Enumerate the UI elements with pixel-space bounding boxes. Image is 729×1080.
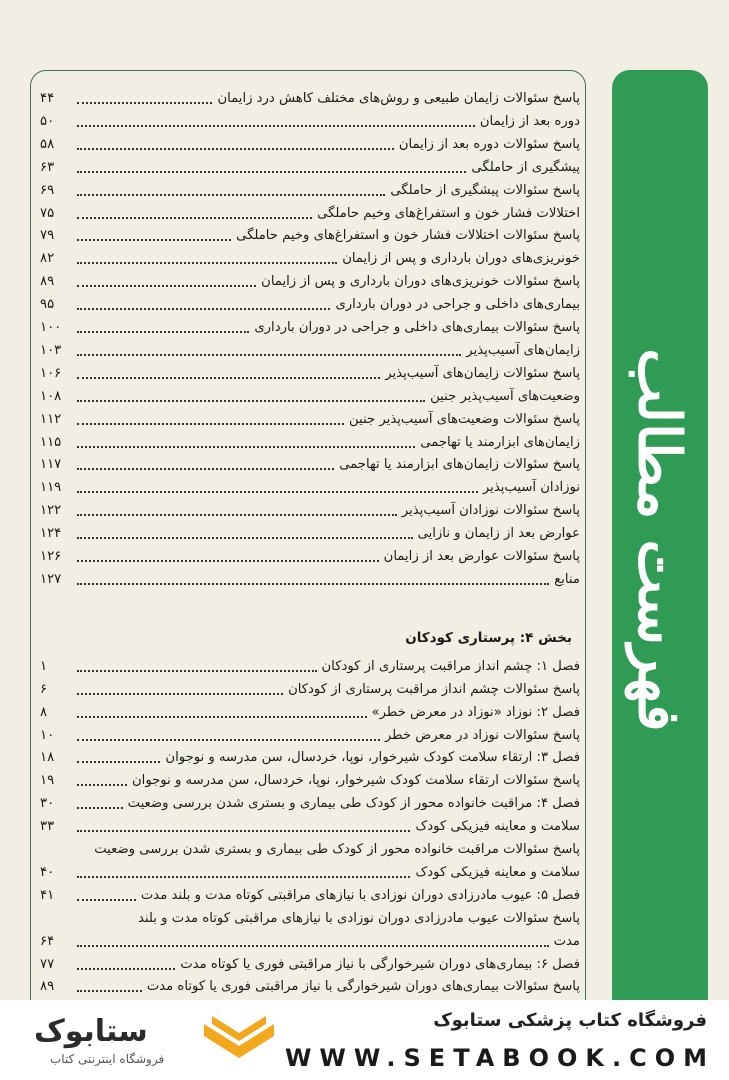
toc-row[interactable] bbox=[40, 521, 580, 543]
toc-page-number: ۸۲ bbox=[40, 251, 55, 267]
toc-entry-title: پاسخ سئوالات دوره بعد از زایمان bbox=[398, 136, 580, 152]
toc-entry-title: پاسخ سئوالات پیشگیری از حاملگی bbox=[390, 182, 580, 198]
toc-page-number: ۳۳ bbox=[40, 819, 55, 835]
toc-leader-dots bbox=[77, 308, 330, 310]
toc-entry-title: پاسخ سئوالات خونریزی‌های دوران بارداری و پس از زایمان bbox=[261, 274, 580, 290]
toc-leader-dots bbox=[77, 876, 410, 878]
toc-row[interactable] bbox=[40, 723, 580, 745]
toc-row[interactable] bbox=[40, 791, 580, 813]
toc-leader-dots bbox=[77, 331, 249, 333]
shop-url[interactable]: WWW.SETABOOK.COM bbox=[284, 1044, 715, 1072]
toc-row[interactable] bbox=[40, 883, 580, 905]
toc-row[interactable] bbox=[40, 544, 580, 566]
toc-leader-dots bbox=[77, 693, 283, 695]
toc-page-number: ۱۰۰ bbox=[40, 320, 62, 335]
toc-row[interactable] bbox=[40, 155, 580, 177]
toc-leader-dots bbox=[77, 716, 367, 718]
toc-row[interactable] bbox=[40, 292, 580, 314]
toc-leader-dots bbox=[77, 262, 337, 264]
toc-entry-title: دوره بعد از زایمان bbox=[479, 113, 580, 129]
toc-leader-dots bbox=[77, 194, 385, 196]
toc-page-number: ۸۹ bbox=[40, 274, 55, 290]
shop-name: فروشگاه کتاب پزشکی ستابوک bbox=[433, 1010, 707, 1031]
toc-entry-title: پاسخ سئوالات زایمان‌های ابزارمند یا تهاجمی bbox=[339, 457, 580, 473]
logo-subtitle: فروشگاه اینترنتی کتاب bbox=[50, 1052, 165, 1066]
toc-row[interactable] bbox=[40, 269, 580, 291]
toc-leader-dots bbox=[77, 899, 136, 901]
toc-entry-title: وضعیت‌های آسیب‌پذیر جنین bbox=[430, 388, 580, 404]
toc-leader-dots bbox=[77, 102, 212, 104]
toc-row[interactable] bbox=[40, 223, 580, 245]
toc-entry-title: منابع bbox=[554, 571, 580, 587]
toc-page-number: ۱۰۳ bbox=[40, 342, 62, 358]
section-heading: بخش ۴: پرستاری کودکان bbox=[405, 629, 572, 646]
toc-leader-dots bbox=[77, 171, 466, 173]
toc-leader-dots bbox=[77, 830, 410, 832]
toc-row[interactable] bbox=[40, 178, 580, 200]
toc-entry-title: پاسخ سئوالات عیوب مادرزادی دوران نوزادی با نیازهای مراقبتی کوتاه مدت و بلند bbox=[138, 910, 580, 926]
toc-entry-title: پاسخ سئوالات بیماری‌های دوران شیرخوارگی با نیاز مراقبتی فوری یا کوتاه مدت bbox=[146, 979, 580, 995]
toc-leader-dots bbox=[77, 945, 549, 947]
toc-entry-title: فصل ۱: چشم انداز مراقبت پرستاری از کودکان bbox=[321, 658, 580, 674]
toc-page-number: ۳۰ bbox=[40, 796, 55, 812]
toc-row[interactable] bbox=[40, 109, 580, 131]
logo-wordmark: ستابوک bbox=[34, 1014, 148, 1049]
toc-entry-title: عوارض بعد از زایمان و نازایی bbox=[417, 526, 580, 542]
toc-leader-dots bbox=[77, 784, 127, 786]
toc-row[interactable] bbox=[40, 974, 580, 996]
toc-page-number: ۱۱۷ bbox=[40, 457, 62, 473]
store-footer bbox=[0, 1000, 729, 1080]
toc-page-number: ۱۰ bbox=[40, 727, 55, 743]
toc-leader-dots bbox=[77, 423, 344, 425]
toc-page-number: ۵۸ bbox=[40, 136, 55, 152]
toc-page-number: ۶ bbox=[40, 681, 48, 697]
toc-entry-title: پاسخ سئوالات ارتقاء سلامت کودک شیرخوار، نوپا، خردسال، سن مدرسه و نوجوان bbox=[131, 773, 580, 789]
toc-row[interactable] bbox=[40, 768, 580, 790]
toc-row[interactable] bbox=[40, 745, 580, 767]
toc-leader-dots bbox=[77, 239, 231, 241]
toc-row[interactable] bbox=[40, 361, 580, 383]
toc-page-number: ۱۱۵ bbox=[40, 434, 62, 450]
toc-leader-dots bbox=[77, 968, 175, 970]
toc-leader-dots bbox=[77, 514, 397, 516]
toc-page-number: ۱۰۶ bbox=[40, 365, 62, 381]
toc-leader-dots bbox=[77, 537, 413, 539]
toc-row[interactable] bbox=[40, 498, 580, 520]
toc-entry-title: سلامت و معاینه فیزیکی کودک bbox=[415, 864, 580, 880]
toc-entry-title: سلامت و معاینه فیزیکی کودک bbox=[415, 819, 580, 835]
toc-leader-dots bbox=[77, 354, 461, 356]
toc-row[interactable] bbox=[40, 837, 580, 859]
toc-entry-title: زایمان‌های ابزارمند یا تهاجمی bbox=[420, 434, 580, 450]
toc-row[interactable] bbox=[40, 567, 580, 589]
toc-page-number: ۶۹ bbox=[40, 182, 55, 198]
toc-row[interactable] bbox=[40, 452, 580, 474]
toc-leader-dots bbox=[77, 990, 142, 992]
toc-leader-dots bbox=[77, 807, 123, 809]
toc-leader-dots bbox=[77, 670, 317, 672]
toc-page-number: ۵۰ bbox=[40, 113, 55, 129]
toc-row[interactable] bbox=[40, 475, 580, 497]
toc-row[interactable] bbox=[40, 430, 580, 452]
toc-page-number: ۱ bbox=[40, 658, 48, 674]
toc-entry-title: بیماری‌های داخلی و جراحی در دوران بارداری bbox=[335, 297, 580, 313]
toc-row[interactable] bbox=[40, 929, 580, 951]
toc-entry-title: پاسخ سئوالات زایمان طبیعی و روش‌های مختلف کاهش درد زایمان bbox=[217, 91, 580, 106]
toc-entry-title: فصل ۶: بیماری‌های دوران شیرخوارگی با نیاز مراقبتی فوری یا کوتاه مدت bbox=[180, 956, 580, 972]
toc-entry-title: فصل ۳: ارتقاء سلامت کودک شیرخوار، نوپا، خردسال، سن مدرسه و نوجوان bbox=[165, 750, 580, 766]
chevron-logo-icon bbox=[204, 1016, 274, 1066]
toc-entry-title: پاسخ سئوالات مراقبت خانواده محور از کودک طی بیماری و بستری شدن بررسی وضعیت bbox=[94, 842, 580, 857]
toc-page-number: ۶۴ bbox=[40, 933, 55, 949]
toc-row[interactable] bbox=[40, 814, 580, 836]
toc-row[interactable] bbox=[40, 86, 580, 108]
toc-entry-title: پیشگیری از حاملگی bbox=[471, 159, 580, 175]
toc-leader-dots bbox=[77, 400, 425, 402]
toc-entry-title: فصل ۵: عیوب مادرزادی دوران نوزادی با نیازهای مراقبتی کوتاه مدت و بلند مدت bbox=[140, 887, 580, 903]
toc-entry-title: پاسخ سئوالات چشم انداز مراقبت پرستاری از کودکان bbox=[288, 681, 580, 697]
toc-leader-dots bbox=[77, 491, 478, 493]
toc-entry-title: فصل ۴: مراقبت خانواده محور از کودک طی بیماری و بستری شدن بررسی وضعیت bbox=[127, 796, 580, 812]
toc-page-number: ۴۱ bbox=[40, 887, 55, 903]
toc-page-number: ۶۳ bbox=[40, 159, 55, 175]
toc-row[interactable] bbox=[40, 677, 580, 699]
toc-entry-title: پاسخ سئوالات عوارض بعد از زایمان bbox=[383, 549, 580, 564]
toc-page-number: ۱۹ bbox=[40, 773, 55, 789]
toc-entry-title: پاسخ سئوالات بیماری‌های داخلی و جراحی در دوران بارداری bbox=[254, 320, 580, 335]
side-title-tab bbox=[612, 70, 708, 1000]
toc-page-number: ۸۹ bbox=[40, 979, 55, 995]
toc-entry-title: خونریزی‌های دوران بارداری و پس از زایمان bbox=[342, 251, 580, 267]
toc-page-number: ۹۵ bbox=[40, 297, 55, 313]
toc-page-number: ۱۸ bbox=[40, 750, 55, 766]
toc-entry-title: پاسخ سئوالات وضعیت‌های آسیب‌پذیر جنین bbox=[349, 411, 580, 427]
toc-page-number: ۱۲۲ bbox=[40, 503, 62, 519]
toc-page-number: ۱۲۴ bbox=[40, 526, 62, 542]
toc-entry-title: پاسخ سئوالات زایمان‌های آسیب‌پذیر bbox=[385, 365, 580, 381]
toc-page-number: ۱۲۶ bbox=[40, 549, 62, 564]
toc-row[interactable] bbox=[40, 384, 580, 406]
toc-page-number: ۴۰ bbox=[40, 864, 55, 880]
toc-leader-dots bbox=[77, 739, 380, 741]
toc-page-number: ۱۰۸ bbox=[40, 388, 62, 404]
toc-leader-dots bbox=[77, 148, 394, 150]
toc-row[interactable] bbox=[40, 906, 580, 928]
toc-row[interactable] bbox=[40, 407, 580, 429]
toc-entry-title: زایمان‌های آسیب‌پذیر bbox=[466, 342, 580, 358]
toc-entry-title: مدت bbox=[553, 933, 580, 949]
toc-page-number: ۷۷ bbox=[40, 956, 55, 972]
toc-row[interactable] bbox=[40, 860, 580, 882]
toc-entry-title: پاسخ سئوالات اختلالات فشار خون و استفراغ‌های وخیم حاملگی bbox=[236, 228, 580, 244]
toc-page-number: ۱۲۷ bbox=[40, 571, 62, 587]
toc-leader-dots bbox=[77, 560, 379, 562]
toc-leader-dots bbox=[77, 446, 415, 448]
toc-page-number: ۸ bbox=[40, 704, 48, 720]
side-title: فهرست مطالب bbox=[626, 348, 694, 732]
toc-page-number: ۴۴ bbox=[40, 91, 55, 106]
toc-leader-dots bbox=[77, 377, 380, 379]
toc-page-number: ۷۹ bbox=[40, 228, 55, 244]
toc-row[interactable] bbox=[40, 338, 580, 360]
toc-page-number: ۱۱۹ bbox=[40, 480, 62, 496]
toc-leader-dots bbox=[77, 125, 475, 127]
toc-entry-title: پاسخ سئوالات نوزاد در معرض خطر bbox=[384, 727, 580, 743]
toc-row[interactable] bbox=[40, 246, 580, 268]
toc-row[interactable] bbox=[40, 952, 580, 974]
toc-row[interactable] bbox=[40, 132, 580, 154]
toc-row[interactable] bbox=[40, 201, 580, 223]
toc-entry-title: پاسخ سئوالات نوزادان آسیب‌پذیر bbox=[401, 503, 580, 519]
toc-entry-title: اختلالات فشار خون و استفراغ‌های وخیم حاملگی bbox=[317, 205, 580, 221]
toc-page-number: ۷۵ bbox=[40, 205, 55, 221]
toc-row[interactable] bbox=[40, 654, 580, 676]
toc-leader-dots bbox=[77, 217, 312, 219]
toc-row[interactable] bbox=[40, 315, 580, 337]
toc-leader-dots bbox=[77, 761, 160, 763]
toc-leader-dots bbox=[77, 583, 549, 585]
toc-entry-title: نوزادان آسیب‌پذیر bbox=[482, 480, 580, 496]
toc-row[interactable] bbox=[40, 700, 580, 722]
toc-leader-dots bbox=[77, 285, 256, 287]
toc-page-number: ۱۱۲ bbox=[40, 411, 62, 427]
toc-leader-dots bbox=[77, 468, 334, 470]
toc-entry-title: فصل ۲: نوزاد «نوزاد در معرض خطر» bbox=[371, 704, 580, 720]
